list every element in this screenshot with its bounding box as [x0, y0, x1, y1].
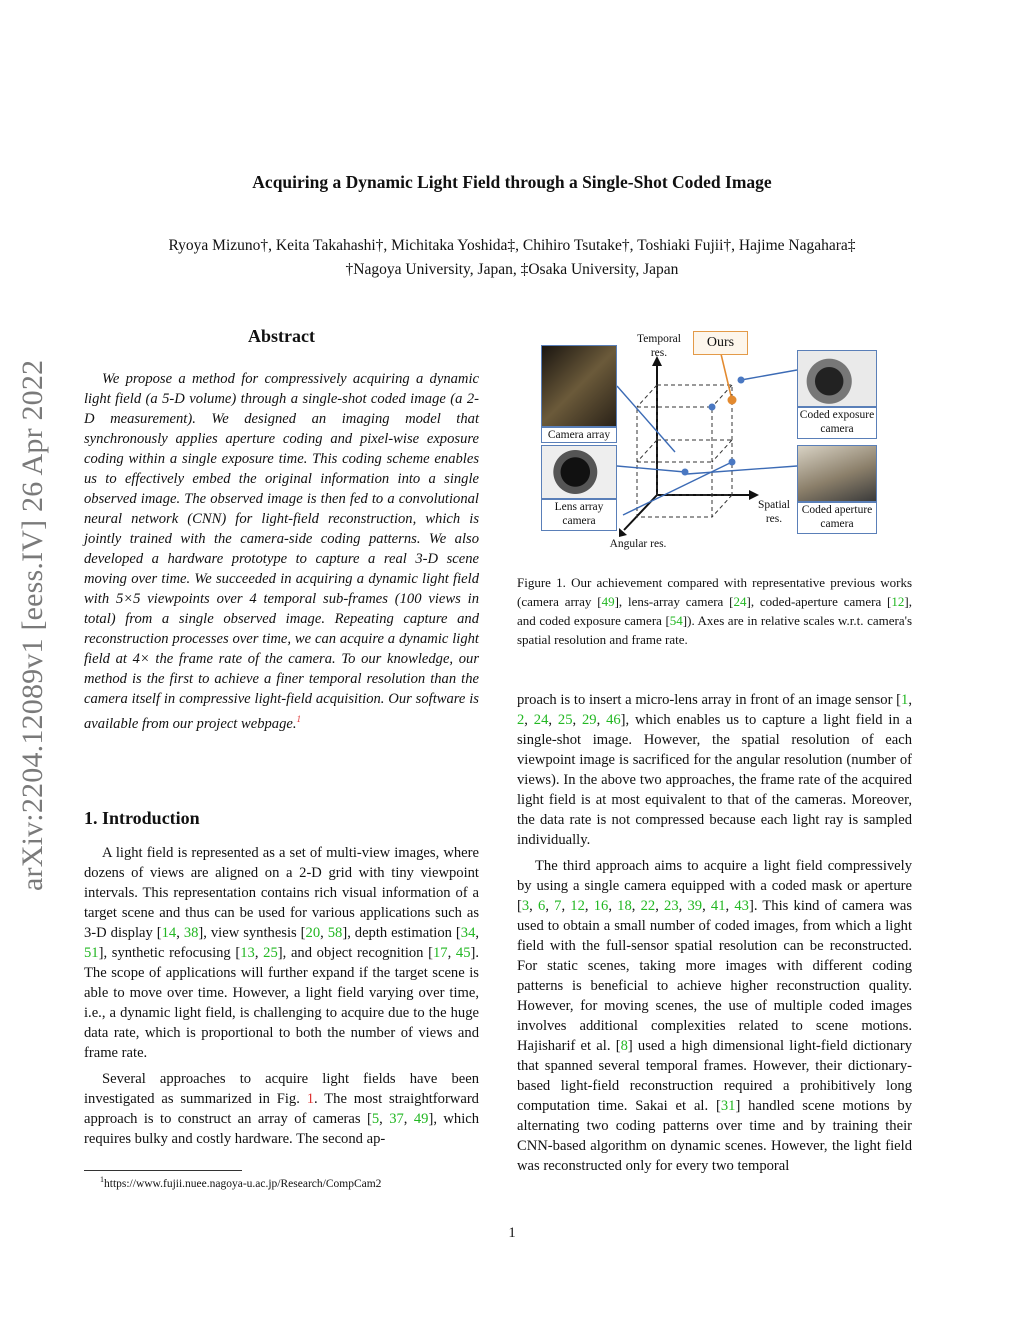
citation[interactable]: 54 — [669, 613, 683, 628]
lens-array-link — [617, 466, 685, 472]
figure-1 — [533, 330, 898, 558]
page-number: 1 — [508, 1225, 516, 1241]
intro-paragraph-1: A light field is represented as a set of multi-view images, where dozens of views are aligned on a 2-D grid with tiny viewpoint intervals. This representation contains rich visual information of a target scene and thus can be used for various applications such as 3-D display [14, 38], view synthesis [20, 58], depth estimation [34, 51], synthetic refocusing [13, 25], and object recognition [17, 45]. The scope of applications will further expand if the target scene is able to move over time. However, a light field varying over time, i.e., a dynamic light field, is challenging to acquire due to the huge data rate, which is proportional to both the number of views and frame rate. — [84, 845, 480, 1061]
spatial-axis-label: Spatial res. — [758, 499, 790, 525]
citation[interactable]: 1 — [901, 692, 909, 708]
lens-array-label: Lens array camera — [541, 499, 617, 531]
citation[interactable]: 43 — [734, 898, 749, 914]
abstract-text: We propose a method for compressively acquiring a dynamic light field (a 5-D volume) through a single-shot coded image (a 2-D measurement). We designed an imaging model that synchronously applies aperture coding and pixel-wise exposure coding within a single exposure time. This coding scheme enables us to effectively embed the original information into a single observed image. The observed image is then fed to a convolutional neural network (CNN) for light-field reconstruction, which is jointly trained with the camera-side coding patterns. We also developed a hardware prototype to capture a real 3-D scene moving over time. We succeeded in acquiring a dynamic light field with 5×5 viewpoints over 4 temporal sub-frames (100 views in total) from a single observed image. Repeating capture and reconstruction processes over time, we can acquire a dynamic light field at 4× the frame rate of the camera. To our knowledge, our method is the first to achieve a finer temporal resolution than the camera itself in compressive light-field acquisition. Our software is available from our project webpage. — [84, 371, 479, 732]
abstract-body — [84, 369, 479, 734]
citation[interactable]: 58 — [327, 925, 343, 941]
citation[interactable]: 39 — [687, 898, 703, 914]
citation[interactable]: 24 — [733, 594, 747, 609]
intro-paragraph-2: Several approaches to acquire light fields have been investigated as summarized in Fig. 1. The most straightforward approach is to construct an array of cameras [5, 37, 49], which requires bulky and costly hardware. The second ap- — [84, 1071, 480, 1147]
citation[interactable]: 18 — [617, 898, 632, 914]
footnote-mark: 1 — [100, 1175, 104, 1184]
ours-pointer — [721, 354, 732, 400]
coded-exposure-photo — [797, 350, 877, 407]
footnote-url[interactable]: https://www.fujii.nuee.nagoya-u.ac.jp/Research/CompCam2 — [104, 1177, 382, 1190]
camera-array-link — [617, 386, 675, 452]
coded-aperture-label: Coded aperture camera — [797, 502, 877, 534]
coded-aperture-photo — [797, 445, 877, 502]
intro-heading: 1. Introduction — [84, 808, 200, 828]
footnote — [100, 1175, 381, 1190]
right-paragraph-1: proach is to insert a micro-lens array in front of an image sensor [1, 2, 24, 25, 29, 46], which enables us to capture a light field in a single-shot image. However, the spatial resolution of each viewpoint image is sacrificed for the angular resolution (number of views). In the above two approaches, the frame rate of the acquired light field is at most equivalent to that of the cameras. Moreover, the data rate is not compressed because each light ray is sampled individually. — [517, 692, 913, 848]
camera-array-label: Camera array — [541, 427, 617, 443]
citation[interactable]: 23 — [664, 898, 679, 914]
citation[interactable]: 5 — [371, 1111, 380, 1127]
citation[interactable]: 29 — [581, 712, 597, 728]
affiliations: †Nagoya University, Japan, ‡Osaka University, Japan — [345, 261, 679, 278]
coded-exposure-link — [741, 370, 797, 380]
temporal-axis-label: Temporal res. — [637, 333, 681, 359]
figure-caption: Figure 1. Our achievement compared with representative previous works (camera array [49], lens-array camera [24], coded-aperture camera [12], and coded exposure camera [54]). Axes are in relative scales w.r.t. camera's spatial resolution and frame rate. — [517, 575, 912, 647]
footnote-marker[interactable]: 1 — [296, 714, 302, 724]
citation[interactable]: 8 — [620, 1038, 628, 1054]
citation[interactable]: 22 — [640, 898, 656, 914]
coded-aperture-point — [729, 459, 736, 466]
citation[interactable]: 16 — [593, 898, 609, 914]
angular-axis-label: Angular res. — [609, 538, 667, 550]
citation[interactable]: 41 — [710, 898, 726, 914]
right-column-body — [517, 690, 912, 1176]
abstract-heading: Abstract — [248, 326, 315, 346]
right-paragraph-2: The third approach aims to acquire a light field compressively by using a single camera equipped with a coded mask or aperture [3, 6, 7, 12, 16, 18, 22, 23, 39, 41, 43]. This kind of camera was used to obtain a small number of coded images, from which a light field with the full-sensor spatial resolution can be reconstructed. For static scenes, taking more images with different coding patterns is beneficial to achieve higher reconstruction quality. However, for moving scenes, the use of multiple coded images involves additional complexities related to scene motions. Hajisharif et al. [8] used a high dimensional light-field dictionary that spanned several temporal frames. However, their dictionary-based light-field reconstruction required a prohibitively long computation time. Sakai et al. [31] handled scene motions by alternating two coding patterns over time and by training their CNN-based algorithm on dynamic scenes. However, the light field was reconstructed only for every two temporal — [517, 858, 913, 1174]
intro-body — [84, 843, 479, 1149]
resolution-cube — [637, 385, 732, 517]
author-list: Ryoya Mizuno†, Keita Takahashi†, Michitaka Yoshida‡, Chihiro Tsutake†, Toshiaki Fujii†, Hajime Nagahara‡ — [168, 237, 856, 254]
camera-array-point — [709, 404, 716, 411]
citation[interactable]: 25 — [557, 712, 573, 728]
coded-exposure-label: Coded exposure camera — [797, 407, 877, 439]
lens-array-photo — [541, 445, 617, 499]
footnote-rule — [84, 1170, 242, 1171]
citation[interactable]: 51 — [84, 945, 99, 961]
citation[interactable]: 24 — [533, 712, 549, 728]
citation[interactable]: 20 — [305, 925, 321, 941]
lens-array-point — [682, 469, 689, 476]
citation[interactable]: 14 — [161, 925, 177, 941]
citation[interactable]: 34 — [460, 925, 476, 941]
ours-point — [728, 396, 737, 405]
figure-link[interactable]: 1 — [306, 1091, 315, 1107]
ours-label: Ours — [693, 331, 748, 355]
citation[interactable]: 45 — [455, 945, 471, 961]
camera-array-photo — [541, 345, 617, 427]
citation[interactable]: 25 — [263, 945, 278, 961]
citation[interactable]: 12 — [891, 594, 905, 609]
citation[interactable]: 49 — [413, 1111, 429, 1127]
citation[interactable]: 37 — [389, 1111, 404, 1127]
citation[interactable]: 46 — [606, 712, 621, 728]
citation[interactable]: 13 — [240, 945, 255, 961]
citation[interactable]: 12 — [570, 898, 585, 914]
citation[interactable]: 31 — [720, 1098, 736, 1114]
angular-link — [623, 462, 732, 515]
paper-title: Acquiring a Dynamic Light Field through a Single-Shot Coded Image — [252, 172, 772, 192]
citation[interactable]: 3 — [521, 898, 530, 914]
coded-aperture-link — [687, 466, 797, 474]
citation[interactable]: 49 — [601, 594, 615, 609]
citation[interactable]: 17 — [433, 945, 448, 961]
citation[interactable]: 7 — [554, 898, 562, 914]
arxiv-stamp: arXiv:2204.12089v1 [eess.IV] 26 Apr 2022 — [16, 360, 49, 892]
coded-exposure-point — [738, 377, 745, 384]
citation[interactable]: 6 — [538, 898, 546, 914]
citation[interactable]: 38 — [183, 925, 199, 941]
citation[interactable]: 2 — [517, 712, 525, 728]
